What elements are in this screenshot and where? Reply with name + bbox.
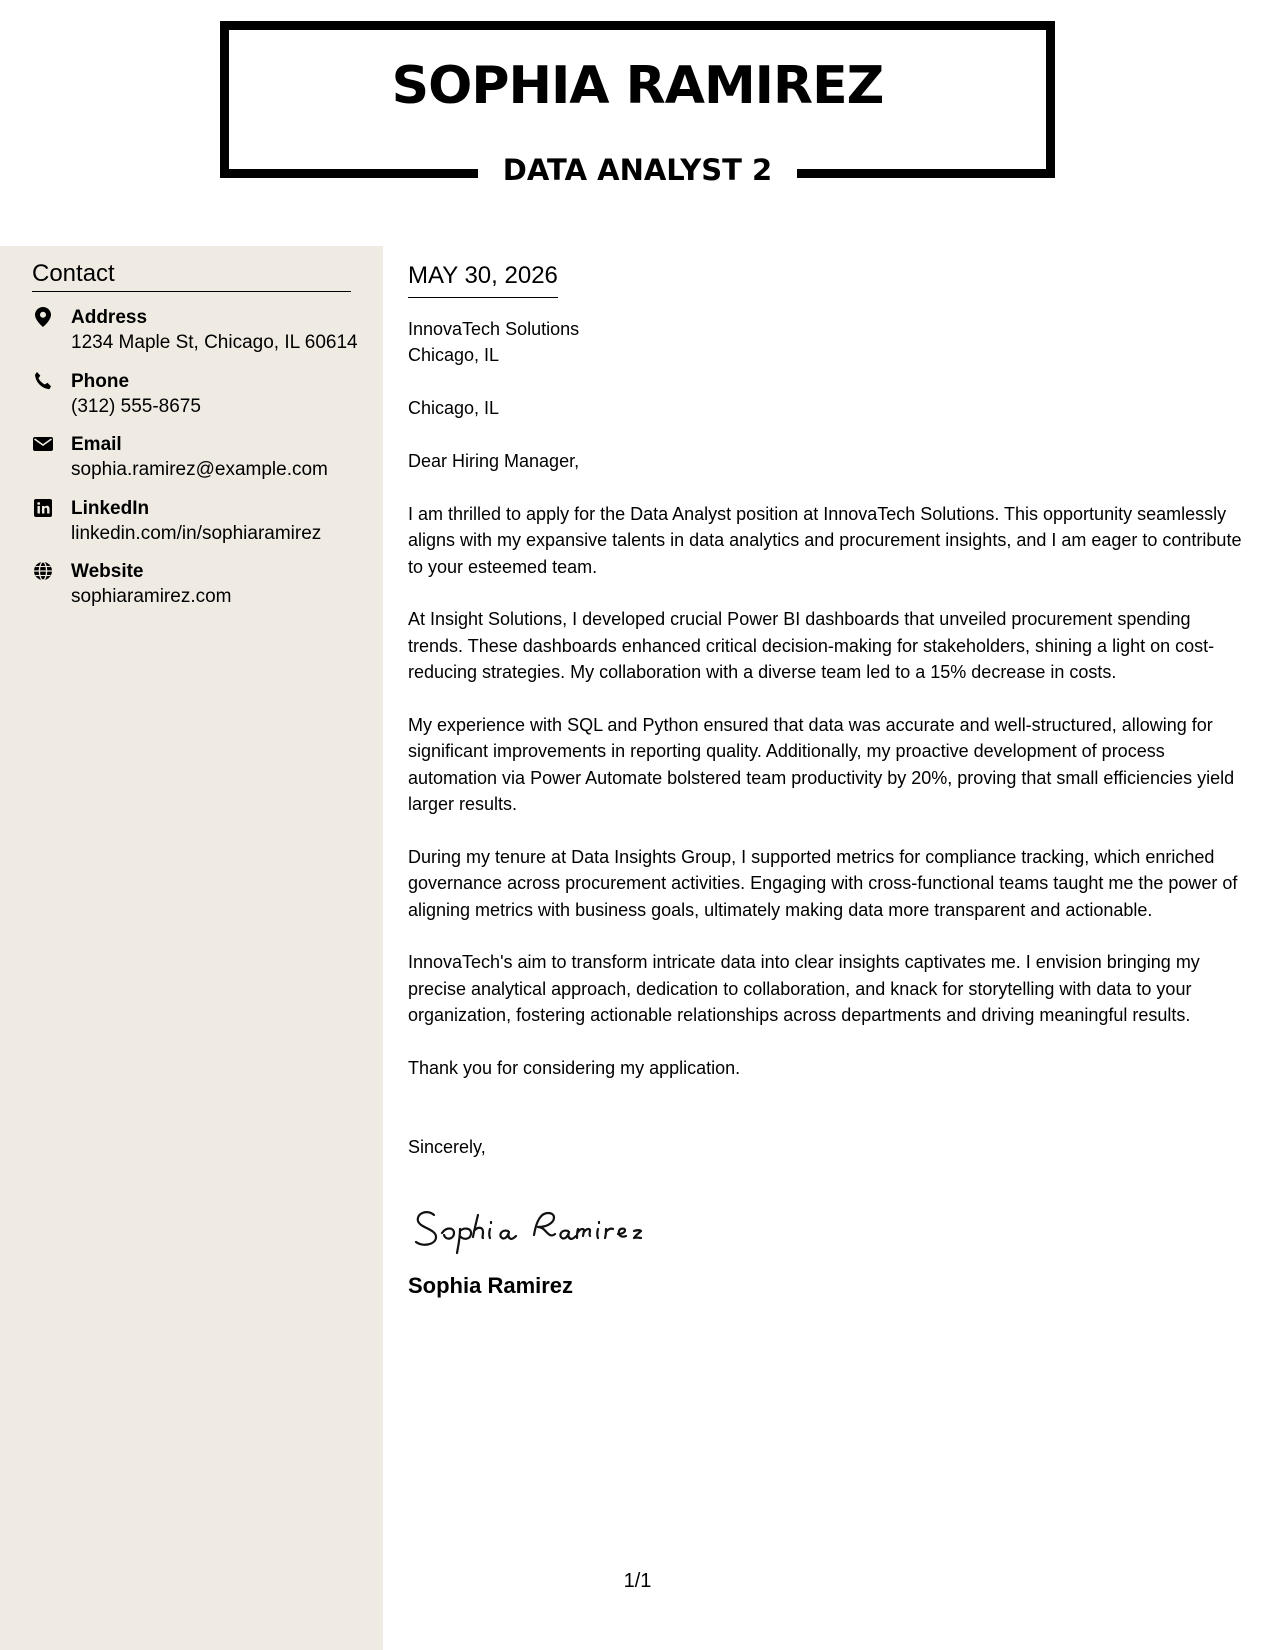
body-paragraph: I am thrilled to apply for the Data Analyst position at InnovaTech Solutions. This opportunity seamlessly aligns with my expansive talents in data analytics and procurement insights, and I am eager to contribute to your esteemed team.: [408, 503, 1242, 577]
closing: Sincerely,: [408, 1137, 486, 1158]
job-title: DATA ANALYST 2: [502, 153, 773, 187]
salutation: Dear Hiring Manager,: [408, 451, 580, 472]
body-paragraph: Thank you for considering my application.: [408, 1057, 741, 1078]
website-value[interactable]: sophiaramirez.com: [71, 586, 232, 607]
contact-sidebar: [0, 246, 383, 1650]
globe-icon: [32, 560, 54, 582]
linkedin-icon: [32, 497, 54, 519]
contact-label: Address: [71, 307, 148, 328]
signature-image: [408, 1191, 1248, 1259]
recipient-block: [408, 316, 1248, 369]
contact-label: Website: [71, 561, 144, 582]
recipient-company: InnovaTech Solutions: [408, 318, 580, 339]
contact-label: Phone: [71, 371, 130, 392]
page-number: 1/1: [623, 1570, 652, 1592]
envelope-icon: [32, 433, 54, 455]
contact-label: Email: [71, 434, 122, 455]
phone-value: (312) 555-8675: [71, 396, 201, 417]
contact-heading: Contact: [32, 260, 351, 292]
contact-label: LinkedIn: [71, 498, 150, 519]
email-value[interactable]: sophia.ramirez@example.com: [71, 459, 328, 480]
letter-body: [408, 262, 1248, 1299]
header-rule-left: [220, 169, 478, 178]
header-rule-right: [797, 169, 1055, 178]
applicant-name: SOPHIA RAMIREZ: [391, 56, 884, 116]
body-paragraph: During my tenure at Data Insights Group, I supported metrics for compliance tracking, which enriched governance across procurement activities. Engaging with cross-functional teams taught me the power of aligning metrics with business goals, ultimately making data more transparent and actionable.: [408, 846, 1238, 920]
linkedin-value[interactable]: linkedin.com/in/sophiaramirez: [71, 523, 322, 544]
body-paragraph: My experience with SQL and Python ensured that data was accurate and well-structured, allowing for significant improvements in reporting quality. Additionally, my proactive development of process automation via Power Automate bolstered team productivity by 20%, proving that small efficiencies yield larger results.: [408, 714, 1235, 815]
body-paragraph: InnovaTech's aim to transform intricate data into clear insights captivates me. I envision bringing my precise analytical approach, dedication to collaboration, and knack for storytelling with data to your organization, fostering actionable relationships across departments and driving meaningful results.: [408, 952, 1200, 1026]
address-value: 1234 Maple St, Chicago, IL 60614: [71, 332, 358, 353]
phone-icon: [32, 370, 54, 392]
sender-city: Chicago, IL: [408, 397, 500, 418]
letter-date: MAY 30, 2026: [408, 262, 558, 298]
signer-name: Sophia Ramirez: [408, 1272, 574, 1298]
recipient-city: Chicago, IL: [408, 345, 500, 366]
map-pin-icon: [32, 306, 54, 328]
body-paragraph: At Insight Solutions, I developed crucial Power BI dashboards that unveiled procurement spending trends. These dashboards enhanced critical decision-making for stakeholders, shining a light on cost-reducing strategies. My collaboration with a diverse team led to a 15% decrease in costs.: [408, 609, 1215, 683]
